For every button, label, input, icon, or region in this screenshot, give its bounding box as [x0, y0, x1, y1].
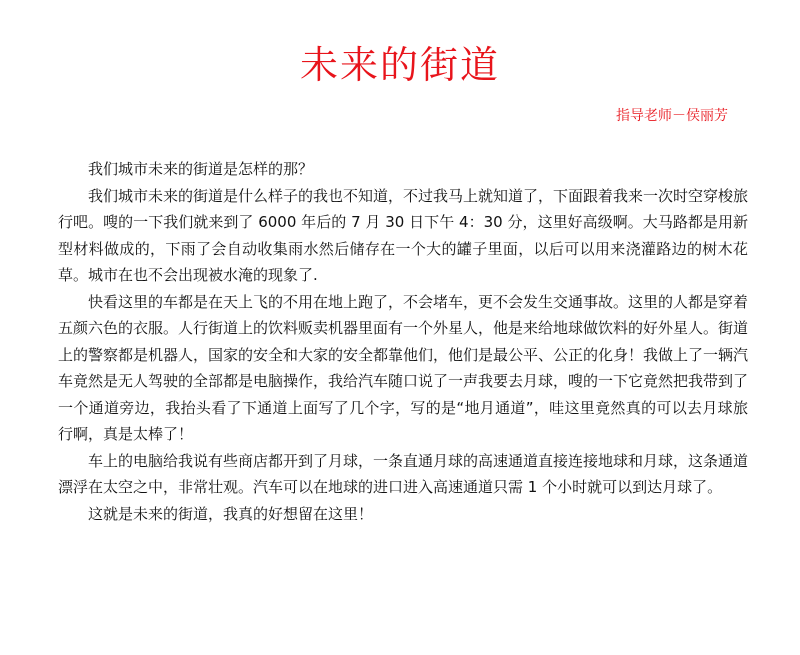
- teacher-credit: 指导老师－侯丽芳: [616, 108, 728, 124]
- paragraph-3: 快看这里的车都是在天上飞的不用在地上跑了，不会堵车，更不会发生交通事故。这里的人都是穿着五颜六色的衣服。人行街道上的饮料贩卖机器里面有一个外星人，他是来给地球做饮料的好外星人。街道上的警察都是机器人，国家的安全和大家的安全都靠他们，他们是最公平、公正的化身！我做上了一辆汽车竟然是无人驾驶的全部都是电脑操作，我给汽车随口说了一声我要去月球，嗖的一下它竟然把我带到了一个通道旁边，我抬头看了下通道上面写了几个字，写的是“地月通道”，哇这里竟然真的可以去月球旅行啊，真是太棒了！: [58, 292, 749, 443]
- paragraph-1: 我们城市未来的街道是怎样的那？: [88, 160, 314, 178]
- paragraph-2: 我们城市未来的街道是什么样子的我也不知道，不过我马上就知道了，下面跟着我来一次时空穿梭旅行吧。嗖的一下我们就来到了 6000 年后的 7 月 30 日下午 4：30 分，这里好高级啊。大马路都是用新型材料做成的，下雨了会自动收集雨水然后储存在一个大的罐子里面，以后可以用来浇灌路边的树木花草。城市在也不会出现被水淹的现象了.: [58, 186, 749, 284]
- document-title: 未来的街道: [299, 43, 500, 87]
- document-body: [58, 156, 748, 527]
- paragraph-5: 这就是未来的街道，我真的好想留在这里！: [88, 504, 374, 523]
- paragraph-4: 车上的电脑给我说有些商店都开到了月球，一条直通月球的高速通道直接连接地球和月球，这条通道漂浮在太空之中，非常壮观。汽车可以在地球的进口进入高速通道只需 1 个小时就可以到达月球了。: [58, 451, 749, 496]
